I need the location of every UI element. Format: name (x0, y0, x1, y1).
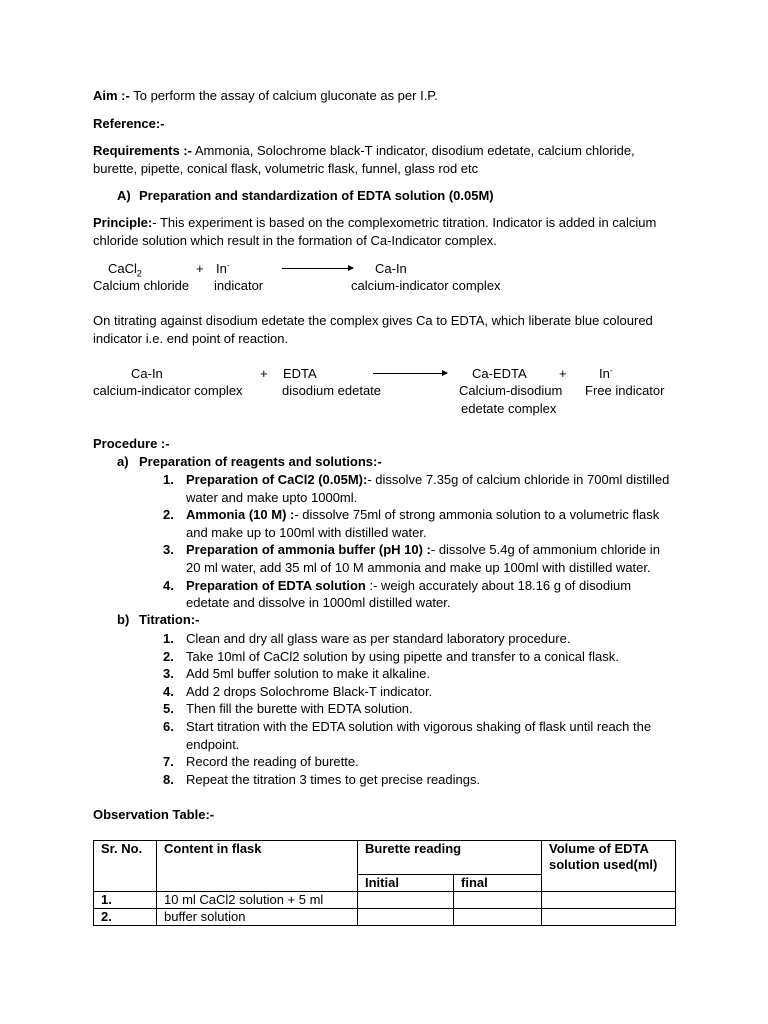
list-item-text: Repeat the titration 3 times to get precise readings. (186, 771, 481, 787)
requirements-line-2 (93, 161, 478, 177)
list-item-number: 1. (163, 472, 174, 487)
list-item-number: 6. (163, 718, 174, 734)
table-cell-initial (358, 892, 454, 909)
list-item-bold: Preparation of CaCl2 (0.05M): (186, 472, 368, 487)
section-a-title: Preparation and standardization of EDTA solution (0.05M) (139, 188, 494, 203)
reaction2-plus-1: + (260, 366, 268, 381)
list-item-text: Take 10ml of CaCl2 solution by using pipette and transfer to a conical flask. (186, 648, 619, 664)
header-sr-no-text: Sr. No. (101, 841, 143, 856)
observation-label-text: Observation Table:- (93, 807, 215, 822)
reaction1-plus: + (196, 261, 204, 276)
reaction1-reactant2 (216, 261, 230, 277)
reference-label: Reference:- (93, 116, 165, 131)
principle-text-2: chloride solution which result in the formation of Ca-Indicator complex. (93, 233, 497, 248)
reaction2-product2-text: In (599, 366, 610, 381)
header-content (157, 841, 358, 892)
reaction1-reactant2-superscript: - (226, 261, 230, 270)
list-item-bold: Preparation of EDTA solution (186, 577, 366, 593)
header-volume-text: Volume of EDTA solution used(ml) (549, 841, 658, 872)
list-item (163, 541, 676, 576)
header-content-text: Content in flask (164, 841, 262, 856)
reaction1-reactant1-text: CaCl (108, 261, 137, 276)
reaction2-product1-name-2: edetate complex (461, 401, 557, 416)
list-item-text: Add 5ml buffer solution to make it alkaline. (186, 666, 431, 682)
list-item-text: Record the reading of burette. (186, 754, 359, 770)
list-item-number: 3. (163, 666, 174, 682)
header-final (454, 875, 542, 892)
reaction2-product2-name: Free indicator (585, 383, 665, 398)
reaction2-product2 (599, 366, 613, 382)
list-item (163, 577, 676, 612)
table-cell-sr (94, 892, 157, 909)
row-sr-text: 2. (101, 909, 112, 924)
table-cell-final (454, 909, 542, 926)
reaction1-arrow-icon (282, 268, 353, 269)
list-item-bold: Ammonia (10 M) : (186, 507, 295, 523)
reaction1-reactant2-text: In (216, 261, 227, 276)
reaction2-reactant2-name: disodium edetate (282, 383, 382, 398)
reaction1-reactant1-subscript: 2 (136, 268, 142, 279)
section-a-heading (117, 188, 494, 204)
principle-label: Principle: (93, 215, 153, 230)
list-item-number: 4. (163, 683, 174, 699)
titrating-text-2: indicator i.e. end point of reaction. (93, 331, 289, 346)
procedure-label (93, 436, 170, 452)
list-item-text: - dissolve 7.35g of calcium chloride in 700ml distilled water and make upto 1000ml. (186, 472, 670, 505)
list-item-number: 2. (163, 507, 174, 523)
requirements-text-1: Ammonia, Solochrome black-T indicator, disodium edetate, calcium chloride, (191, 143, 635, 158)
list-item-number: 3. (163, 542, 174, 558)
principle-text-1: - This experiment is based on the complexometric titration. Indicator is added in calcium (152, 215, 657, 230)
list-item (163, 471, 676, 506)
part-b-list (163, 630, 676, 788)
table-cell-volume (542, 909, 676, 926)
list-item-number: 1. (163, 631, 174, 646)
list-item (163, 648, 676, 666)
header-volume (542, 841, 676, 892)
reference-line (93, 116, 165, 132)
header-burette-text: Burette reading (365, 841, 462, 856)
list-item-text: Then fill the burette with EDTA solution. (186, 701, 413, 717)
principle-line-1 (93, 215, 656, 231)
header-final-text: final (461, 875, 488, 890)
table-header-row (94, 841, 676, 875)
list-item (163, 630, 676, 648)
list-item-text: Add 2 drops Solochrome Black-T indicator. (186, 683, 433, 699)
header-burette (358, 841, 542, 875)
observation-label (93, 807, 214, 823)
list-item-bold: Preparation of ammonia buffer (pH 10) : (186, 542, 431, 558)
table-cell-initial (358, 909, 454, 926)
list-item (163, 771, 676, 789)
titrating-text-1: On titrating against disodium edetate the complex gives Ca to EDTA, which liberate blue coloured (93, 313, 653, 328)
list-item (163, 700, 676, 718)
list-item-number: 5. (163, 701, 174, 717)
part-b-title: Titration:- (139, 612, 200, 627)
list-item-number: 8. (163, 771, 174, 787)
part-a-marker: a) (117, 454, 129, 469)
table-cell-final (454, 892, 542, 909)
list-item-text: Start titration with the EDTA solution with vigorous shaking of flask until reach the endpoint. (186, 718, 652, 752)
table-cell-content: buffer solution (157, 909, 358, 926)
list-item (163, 506, 676, 541)
section-a-marker: A) (117, 188, 131, 203)
list-item-text: - dissolve 75ml of strong ammonia solution to a volumetric flask and make up to 100ml with distilled water. (186, 507, 660, 540)
aim-text: To perform the assay of calcium gluconate as per I.P. (129, 88, 438, 103)
list-item-text: - dissolve 5.4g of ammonium chloride in 20 ml water, add 35 ml of 10 M ammonia and make up 100ml with distilled water. (186, 542, 660, 575)
requirements-text-2: burette, pipette, conical flask, volumetric flask, funnel, glass rod etc (93, 161, 479, 176)
procedure-label-text: Procedure :- (93, 436, 170, 451)
reaction1-reactant1-name: Calcium chloride (93, 278, 190, 293)
reaction2-arrow-icon (373, 373, 447, 374)
reaction2-plus-2: + (559, 366, 567, 381)
list-item-text: :- weigh accurately about 18.16 g of disodium edetate and dissolve in 1000ml distilled water. (186, 577, 632, 611)
header-initial (358, 875, 454, 892)
list-item (163, 665, 676, 683)
list-item (163, 718, 676, 753)
row-sr-text: 1. (101, 892, 112, 907)
part-a-title: Preparation of reagents and solutions:- (139, 454, 382, 469)
table-cell-content: 10 ml CaCl2 solution + 5 ml (157, 892, 358, 909)
reaction2-reactant2: EDTA (283, 366, 317, 381)
part-b-marker: b) (117, 612, 130, 627)
aim-line (93, 88, 438, 104)
observation-table (93, 840, 676, 926)
reaction2-product2-superscript: - (609, 366, 613, 375)
table-cell-volume (542, 892, 676, 909)
reaction1-product: Ca-In (375, 261, 407, 276)
table-row (94, 892, 676, 909)
requirements-line-1 (93, 143, 635, 159)
list-item-number: 7. (163, 754, 174, 770)
reaction1-product-name: calcium-indicator complex (351, 278, 501, 293)
list-item (163, 753, 676, 771)
reaction2-reactant1-name: calcium-indicator complex (93, 383, 243, 398)
list-item-number: 4. (163, 577, 174, 593)
reaction1-reactant2-name: indicator (214, 278, 264, 293)
table-cell-sr (94, 909, 157, 926)
list-item-number: 2. (163, 648, 174, 664)
procedure-part-b-heading (117, 612, 200, 628)
part-a-list (163, 471, 676, 612)
list-item (163, 683, 676, 701)
procedure-part-a-heading (117, 454, 382, 470)
header-sr-no (94, 841, 157, 892)
table-row (94, 909, 676, 926)
list-item-text: Clean and dry all glass ware as per standard laboratory procedure. (186, 631, 571, 646)
reaction2-product1-name-1: Calcium-disodium (459, 383, 563, 398)
reaction2-reactant1: Ca-In (131, 366, 163, 381)
reaction2-product1: Ca-EDTA (472, 366, 527, 381)
aim-label: Aim :- (93, 88, 130, 103)
header-initial-text: Initial (365, 875, 399, 890)
principle-line-2 (93, 233, 497, 249)
requirements-label: Requirements :- (93, 143, 192, 158)
